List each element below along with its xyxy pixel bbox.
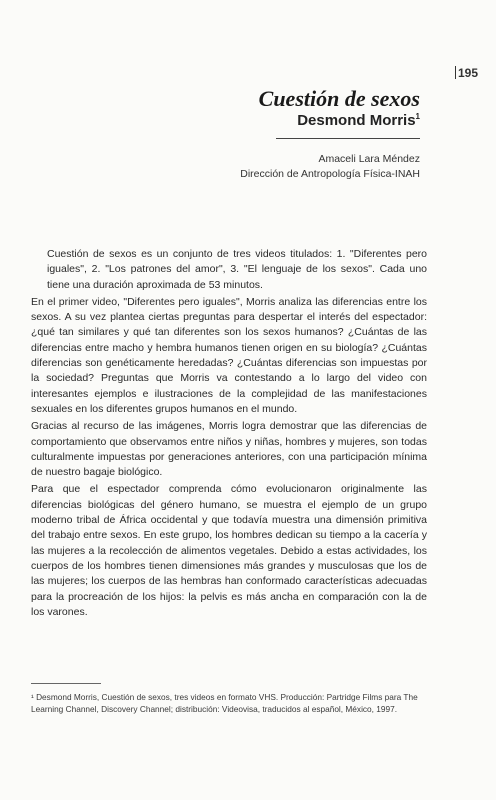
- paragraph: En el primer video, "Diferentes pero iguales", Morris analiza las diferencias entre los sexos. A su vez plantea ciertas preguntas para despertar el interés del espectador: ¿qué tan similares y qué tan diferentes son los sexos humanos? ¿Cuántas de las diferencias entre macho y hembra humanos tienen origen en su biología? ¿Cuántas diferencias son genéticamente heredadas? ¿Cuántas diferencias son impuestas por la sociedad? Preguntas que Morris va contestando a lo largo del video con interesantes ejemplos e ilustraciones de la complejidad de las manifestaciones sexuales en los diferentes grupos humanos en el mundo.: [31, 295, 427, 415]
- paragraph-intro: Cuestión de sexos es un conjunto de tres videos titulados: 1. "Diferentes pero iguales", 2. "Los patrones del amor", 3. "El lenguaje de los sexos". Cada uno tiene una duración aproximada de 53 minutos.: [47, 248, 427, 291]
- reviewer-affiliation: Dirección de Antropología Física-INAH: [240, 168, 420, 180]
- footnote-divider: [31, 683, 101, 684]
- title-divider: [276, 138, 420, 139]
- article-body: [31, 247, 427, 622]
- author-name: Desmond Morris: [297, 112, 416, 129]
- paragraph: Para que el espectador comprenda cómo evolucionaron originalmente las diferencias biológicas del género humano, se muestra el ejemplo de un grupo moderno tribal de África occidental y que todavía muestra una dimensión primitiva del trabajo entre sexos. En este grupo, los hombres dedican su tiempo a la cacería y las mujeres a la recolección de alimentos vegetales. Debido a estas actividades, los cuerpos de los hombres tienen dimensiones más grandes y musculosas que los de las mujeres; los cuerpos de las hembras han conformado características adecuadas para la procreación de los hijos: la pelvis es más ancha en comparación con la de los varones.: [31, 483, 427, 618]
- paragraph: Gracias al recurso de las imágenes, Morris logra demostrar que las diferencias de comportamiento que observamos entre niños y niñas, hombres y mujeres, son todas culturalmente impuestas por generaciones anteriores, con una participación mínima de nuestro bagaje biológico.: [31, 420, 427, 479]
- article-title: Cuestión de sexos: [258, 86, 420, 111]
- footnote-mark: 1: [415, 112, 420, 121]
- article-author: [297, 112, 420, 129]
- byline: [240, 152, 420, 182]
- page-number: 195: [455, 66, 478, 80]
- footnote: ¹ Desmond Morris, Cuestión de sexos, tres videos en formato VHS. Producción: Partridge Films para The Learning Channel, Discovery Channel; distribución: Videovisa, traducidos al español, México, 1997.: [31, 692, 418, 714]
- reviewer-name: Amaceli Lara Méndez: [318, 153, 420, 165]
